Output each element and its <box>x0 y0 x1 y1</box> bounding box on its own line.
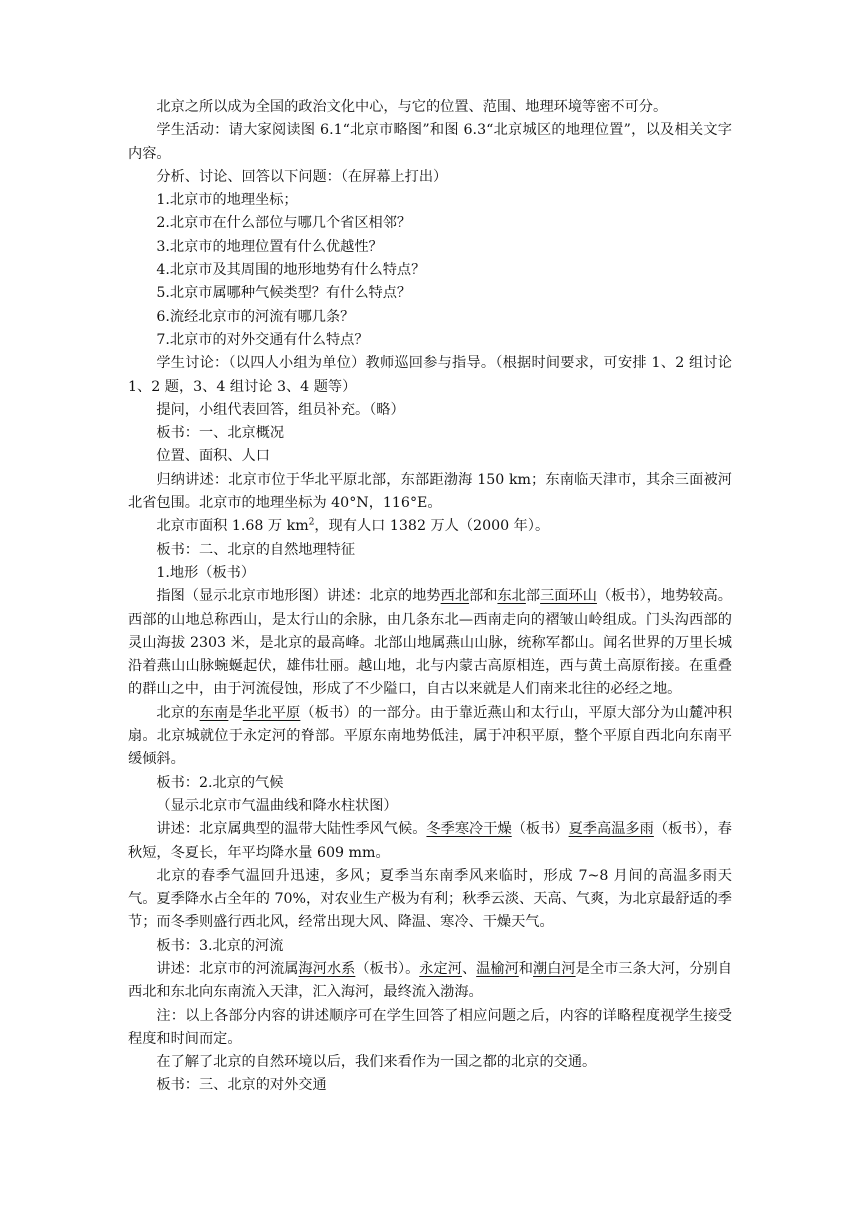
terrain-text-2: 部和 <box>469 588 498 605</box>
paragraph-transition: 在了解了北京的自然环境以后，我们来看作为一国之都的北京的交通。 <box>156 1054 597 1071</box>
terrain-text-3: 部 <box>525 588 541 605</box>
paragraph-terrain <box>128 585 732 701</box>
rivers-text-1: 讲述：北京市的河流属 <box>156 960 299 977</box>
underline-northeast: 东北 <box>497 588 526 605</box>
underline-northwest: 西北 <box>440 588 470 605</box>
note-climate-chart: （显示北京市气温曲线和降水柱状图） <box>156 797 398 814</box>
question-6: 6.流经北京市的河流有哪几条？ <box>156 308 355 325</box>
climate-text-3: （板书），春秋短，冬夏长，年平均降水量 609 mm。 <box>128 821 732 861</box>
subheading-location-area-population: 位置、面积、人口 <box>156 448 270 465</box>
question-3: 3.北京市的地理位置有什么优越性？ <box>156 238 383 255</box>
plain-text-2: 是 <box>228 704 243 721</box>
rivers-text-4: 和 <box>518 960 534 977</box>
heading-climate: 板书：2.北京的气候 <box>156 774 284 791</box>
paragraph-rivers <box>128 958 732 1005</box>
paragraph-plain <box>128 702 732 772</box>
underline-north-china-plain: 华北平原 <box>242 704 301 721</box>
rivers-text-3: 、 <box>461 960 477 977</box>
rivers-text-2: （板书）。 <box>355 960 420 977</box>
rivers-text-5: 是全市三条大河，分别自西北和东北向东南流入天津，汇入海河，最终流入渤海。 <box>128 960 732 1001</box>
plain-text-1: 北京的 <box>156 704 200 721</box>
climate-text-1: 讲述：北京属典型的温带大陆性季风气候。 <box>156 821 427 838</box>
plain-text-3: （板书）的一部分。由于靠近燕山和太行山，平原大部分为山麓冲积扇。北京城就位于永定河的脊部。平原东南地势低洼，属于冲积平原，整个平原自西北向东南平缓倾斜。 <box>128 704 732 768</box>
heading-natural-geography: 板书：二、北京的自然地理特征 <box>156 541 356 558</box>
population-text: ，现有人口 1382 万人（2000 年）。 <box>314 518 550 535</box>
climate-text-2: （板书） <box>511 821 569 838</box>
underline-haihe-system: 海河水系 <box>298 960 356 977</box>
terrain-text-1: 指图（显示北京市地形图）讲述：北京的地势 <box>156 588 441 605</box>
underline-southeast: 东南 <box>199 704 229 721</box>
paragraph-student-activity: 学生活动：请大家阅读图 6.1“北京市略图”和图 6.3“北京城区的地理位置”，以及相关文字内容。 <box>128 122 732 162</box>
underline-chaobai-river: 潮白河 <box>533 960 576 977</box>
heading-transportation: 板书：三、北京的对外交通 <box>156 1077 327 1094</box>
question-1: 1.北京市的地理坐标； <box>156 192 298 209</box>
heading-rivers: 板书：3.北京的河流 <box>156 937 284 954</box>
document-page <box>128 96 732 1098</box>
paragraph-note: 注：以上各部分内容的讲述顺序可在学生回答了相应问题之后，内容的详略程度视学生接受程度和时间而定。 <box>128 1007 732 1047</box>
paragraph-discussion-prompt: 分析、讨论、回答以下问题：（在屏幕上打出） <box>156 168 448 185</box>
heading-beijing-overview: 板书：一、北京概况 <box>156 425 285 442</box>
terrain-text-4: （板书），地势较高。西部的山地总称西山，是太行山的余脉，由几条东北—西南走向的褶皱山岭组成。门头沟西部的灵山海拔 2303 米，是北京的最高峰。北部山地属燕山山脉，统称军都山。闻名世界的万里长城沿着燕山山脉蜿蜒起伏，雄伟壮丽。越山地，北与内蒙古高原相连，西与黄土高原衔接。在重叠的群山之中，由于河流侵蚀，形成了不少隘口，自古以来就是人们南来北往的必经之地。 <box>128 588 732 698</box>
question-5: 5.北京市属哪种气候类型？有什么特点？ <box>156 285 412 302</box>
paragraph-area-population <box>128 515 732 538</box>
paragraph-student-discussion: 学生讨论：（以四人小组为单位）教师巡回参与指导。（根据时间要求，可安排 1、2 组讨论 1、2 题，3、4 组讨论 3、4 题等） <box>128 355 732 395</box>
underline-summer-hot-rainy: 夏季高温多雨 <box>568 821 654 838</box>
paragraph-seasons: 北京的春季气温回升迅速，多风；夏季当东南季风来临时，形成 7~8 月间的高温多雨天气。夏季降水占全年的 70%，对农业生产极为有利；秋季云淡、天高、气爽，为北京最舒适的季节；而冬季则盛行西北风，经常出现大风、降温、寒冷、干燥天气。 <box>128 867 732 931</box>
question-2: 2.北京市在什么部位与哪几个省区相邻？ <box>156 215 412 232</box>
subheading-terrain: 1.地形（板书） <box>156 564 256 581</box>
paragraph-summary-location: 归纳讲述：北京市位于华北平原北部，东部距渤海 150 km；东南临天津市，其余三面被河北省包围。北京市的地理坐标为 40°N，116°E。 <box>128 471 732 512</box>
question-4: 4.北京市及其周围的地形地势有什么特点？ <box>156 262 426 279</box>
paragraph-questioning: 提问，小组代表回答，组员补充。（略） <box>156 401 405 418</box>
question-7: 7.北京市的对外交通有什么特点？ <box>156 331 369 348</box>
underline-yongding-river: 永定河 <box>419 960 462 977</box>
underline-winter-cold-dry: 冬季寒冷干燥 <box>426 821 512 838</box>
paragraph-intro: 北京之所以成为全国的政治文化中心，与它的位置、范围、地理环境等密不可分。 <box>156 99 668 115</box>
underline-wenyu-river: 温榆河 <box>476 960 519 977</box>
area-text: 北京市面积 1.68 万 km <box>156 518 309 535</box>
underline-three-sides-mountains: 三面环山 <box>540 588 597 605</box>
superscript-two: 2 <box>308 517 315 528</box>
paragraph-climate <box>128 818 732 865</box>
